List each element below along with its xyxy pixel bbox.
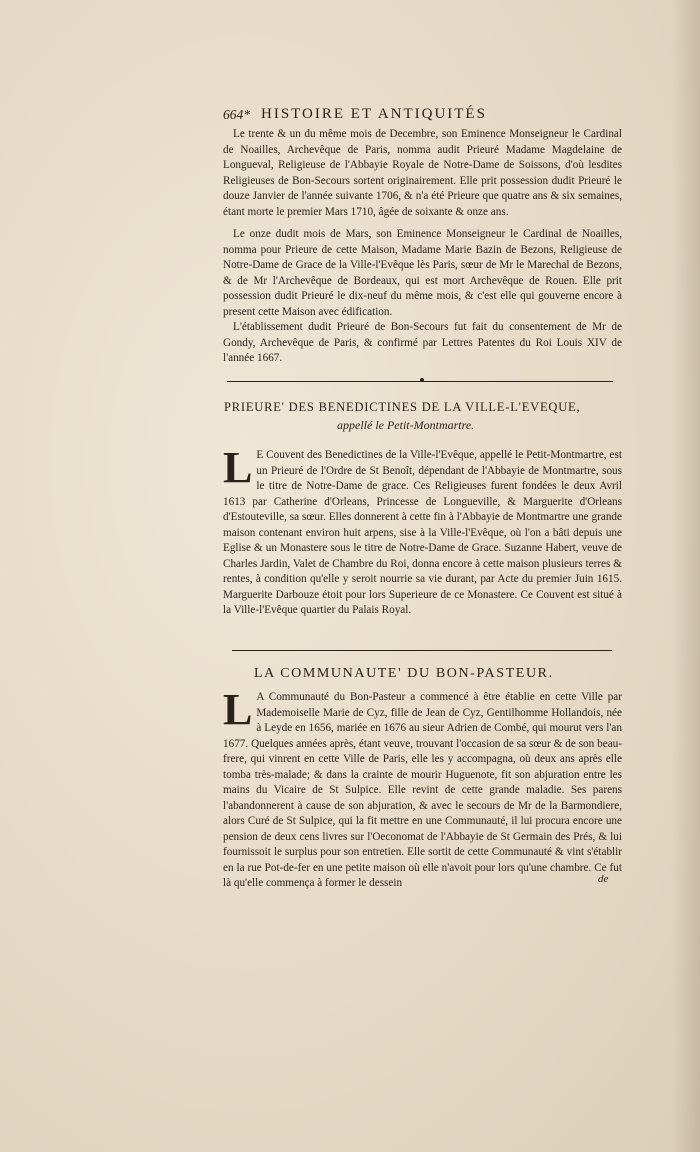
page-header — [223, 107, 583, 129]
section-divider-1 — [227, 381, 613, 382]
section-1-text: L E Couvent des Benedictines de la Ville-l'Evêque, appellé le Petit-Montmartre, est un Prieuré de l'Ordre de St Benoît, dépendant de l'Abbayie de Montmartre, sous le titre de Notre-Dame de grace. Ces Religieuses furent fondées le deux Avril 1613 par Catherine d'Orleans, Princesse de Longueville, & Marguerite d'Orleans d'Estouteville, sa sœur. Elles donnerent à cette fin à l'Abbayie de Montmartre une grande maison contenant environ huit arpens, sise à la Ville-l'Evêque, où l'on a bâti depuis une Eglise & un Monastere sous le titre de Notre-Dame de Grace. Suzanne Habert, veuve de Charles Jardin, Valet de Chambre du Roi, donna encore à cette maison plusieurs terres & rentes, à condition qu'elle y seroit nourrie sa vie durant, par Acte du premier Juin 1615. Marguerite Darbouze étoit pour lors Superieure de ce Monastere. Ce Couvent est situé à la Ville-l'Evêque quartier du Palais Royal. — [223, 443, 622, 616]
paragraph-2: Le onze dudit mois de Mars, son Eminence Monseigneur le Cardinal de Noailles, nomma pour Prieure de cette Maison, Madame Marie Bazin de Bezons, Religieuse de Notre-Dame de Grace de la Ville-l'Evêque lès Paris, sœur de Mr le Marechal de Bezons, & de Mr l'Archevêque de Bordeaux, qui est mort Archevêque de Rouen. Elle prit possession dudit Prieuré le dix-neuf du même mois, & c'est elle qui gouverne encore à present cette Maison avec édification. — [223, 228, 622, 318]
page-edge-shadow — [672, 0, 700, 1152]
divider-ornament — [420, 378, 424, 382]
section-2-title: LA COMMUNAUTE' DU BON-PASTEUR. — [254, 666, 554, 681]
section-2-text: L A Communauté du Bon-Pasteur a commencé à être établie en cette Ville par Mademoiselle Marie de Cyz, fille de Jean de Cyz, Gentilhomme Hollandois, née à Leyde en 1656, mariée en 1676 au sieur Adrien de Combé, qui mourut vers l'an 1677. Quelques années après, étant veuve, trouvant l'occasion de sa sœur & de son beau-frere, qui vinrent en cette Ville de Paris, elle les y accompagna, où deux ans après elle tomba très-malade; & dans la crainte de mourir Huguenote, fit son abjuration entre les mains du Vicaire de St Sulpice. Elle revint de cette grande maladie. Ses parens l'abandonnerent à cause de son abjuration, & avec le secours de Mr de la Barmondiere, alors Curé de St Sulpice, qui la fit mettre en une Communauté, il lui procura encore une pension de deux cens livres sur l'Oeconomat de l'Abbayie de St Germain des Prés, & lui fournissoit le surplus pour son entretien. Elle sortit de cette Communauté & vint s'établir en la rue Pot-de-fer en une petite maison où elle n'avoit pour lors qu'une chambre. Ce fut là qu'elle commença à former le dessein — [223, 685, 622, 889]
section-1-title: PRIEURE' DES BENEDICTINES DE LA VILLE-L'EVEQUE, — [224, 400, 581, 414]
section-1-subtitle: appellé le Petit-Montmartre. — [337, 418, 475, 432]
dropcap-l-2: L — [223, 685, 253, 734]
paragraph-1: Le trente & un du même mois de Decembre, son Eminence Monseigneur le Cardinal de Noailles, Archevêque de Paris, nomma audit Prieuré Madame Magdelaine de Longueval, Religieuse de l'Abbayie Royale de Notre-Dame de Soissons, d'où lesdites Religieuses de Bon-Secours sortent originairement. Elle prit possession dudit Prieuré le douze Janvier de l'année suivante 1706, & n'a été Prieure que quatre ans & six semaines, étant morte le premier Mars 1710, âgée de soixante & onze ans. — [223, 128, 622, 218]
running-head: HISTOIRE ET ANTIQUITÉS — [261, 106, 487, 122]
page-number: 664* — [223, 107, 250, 122]
dropcap-l: L — [223, 443, 253, 492]
catchword: de — [598, 873, 609, 885]
paragraph-3: L'établissement dudit Prieuré de Bon-Secours fut fait du consentement de Mr de Gondy, Archevêque de Paris, & confirmé par Lettres Patentes du Roi Louis XIV de l'année 1667. — [223, 321, 622, 364]
section-divider-2 — [232, 650, 612, 651]
